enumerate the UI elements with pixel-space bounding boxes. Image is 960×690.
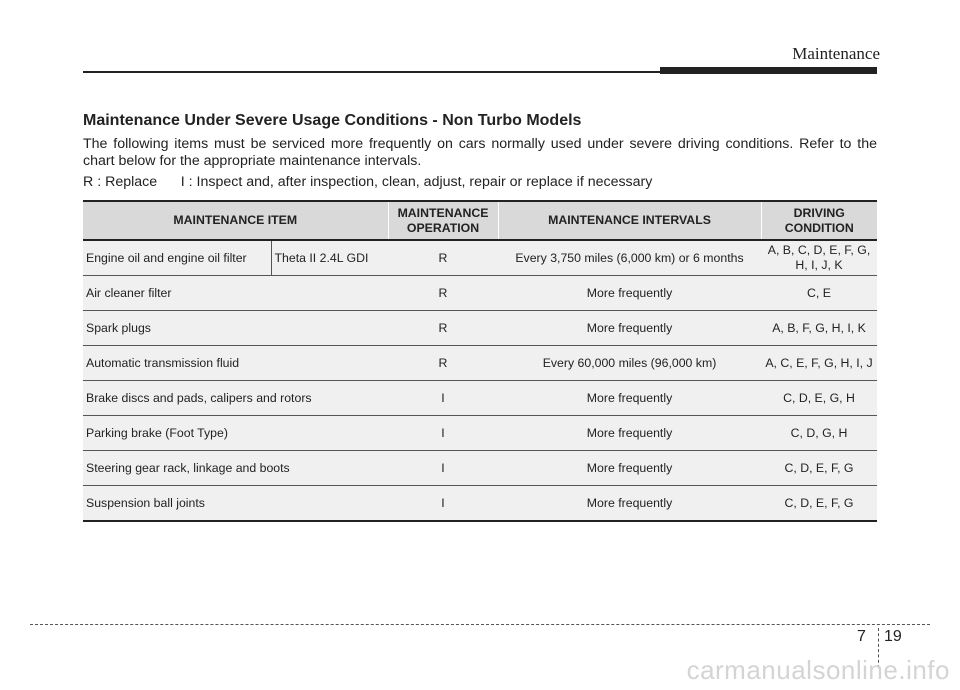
cell-condition: C, E bbox=[761, 276, 877, 311]
page-number: 19 bbox=[884, 628, 902, 645]
table-row bbox=[83, 486, 877, 522]
cell-operation: I bbox=[388, 486, 498, 522]
cell-interval: Every 60,000 miles (96,000 km) bbox=[498, 346, 761, 381]
cell-item: Engine oil and engine oil filter bbox=[83, 240, 271, 276]
cell-operation: R bbox=[388, 240, 498, 276]
cell-item: Air cleaner filter bbox=[83, 276, 388, 311]
header-maintenance-item: MAINTENANCE ITEM bbox=[83, 201, 388, 240]
header-bar bbox=[660, 67, 877, 74]
header-rule bbox=[83, 71, 660, 73]
cell-interval: More frequently bbox=[498, 276, 761, 311]
cell-interval: Every 3,750 miles (6,000 km) or 6 months bbox=[498, 240, 761, 276]
footer-dashed-rule bbox=[30, 624, 930, 625]
cell-interval: More frequently bbox=[498, 311, 761, 346]
cell-operation: R bbox=[388, 311, 498, 346]
cell-condition: C, D, E, F, G bbox=[761, 451, 877, 486]
header-maintenance-intervals: MAINTENANCE INTERVALS bbox=[498, 201, 761, 240]
cell-operation: R bbox=[388, 276, 498, 311]
cell-interval: More frequently bbox=[498, 451, 761, 486]
cell-item: Steering gear rack, linkage and boots bbox=[83, 451, 388, 486]
cell-item: Suspension ball joints bbox=[83, 486, 388, 522]
section-title: Maintenance Under Severe Usage Conditions - Non Turbo Models bbox=[83, 112, 582, 129]
cell-condition: A, C, E, F, G, H, I, J bbox=[761, 346, 877, 381]
cell-interval: More frequently bbox=[498, 381, 761, 416]
table-row bbox=[83, 346, 877, 381]
cell-condition: C, D, G, H bbox=[761, 416, 877, 451]
cell-operation: I bbox=[388, 416, 498, 451]
cell-condition: A, B, F, G, H, I, K bbox=[761, 311, 877, 346]
maintenance-table bbox=[83, 200, 877, 522]
cell-interval: More frequently bbox=[498, 486, 761, 522]
cell-condition: C, D, E, F, G bbox=[761, 486, 877, 522]
header-maintenance-operation: MAINTENANCE OPERATION bbox=[388, 201, 498, 240]
watermark: carmanualsonline.info bbox=[686, 655, 950, 685]
cell-operation: I bbox=[388, 451, 498, 486]
cell-condition: A, B, C, D, E, F, G, H, I, J, K bbox=[761, 240, 877, 276]
cell-item: Spark plugs bbox=[83, 311, 388, 346]
cell-operation: I bbox=[388, 381, 498, 416]
cell-interval: More frequently bbox=[498, 416, 761, 451]
cell-item: Parking brake (Foot Type) bbox=[83, 416, 388, 451]
header-driving-condition: DRIVING CONDITION bbox=[761, 201, 877, 240]
page-header-title: Maintenance bbox=[792, 44, 880, 63]
table-row bbox=[83, 240, 877, 276]
table-row bbox=[83, 311, 877, 346]
cell-item: Automatic transmission fluid bbox=[83, 346, 388, 381]
cell-condition: C, D, E, G, H bbox=[761, 381, 877, 416]
table-row bbox=[83, 276, 877, 311]
cell-item: Brake discs and pads, calipers and rotors bbox=[83, 381, 388, 416]
table-row bbox=[83, 451, 877, 486]
legend-text: R : Replace I : Inspect and, after inspection, clean, adjust, repair or replace if necessary bbox=[83, 174, 653, 190]
chapter-number: 7 bbox=[857, 628, 866, 645]
table-row bbox=[83, 381, 877, 416]
table-header-row bbox=[83, 201, 877, 240]
table-row bbox=[83, 416, 877, 451]
intro-paragraph: The following items must be serviced more frequently on cars normally used under severe driving conditions. Refer to the chart below for the appropriate maintenance intervals. bbox=[83, 136, 877, 169]
cell-operation: R bbox=[388, 346, 498, 381]
cell-engine: Theta II 2.4L GDI bbox=[271, 240, 388, 276]
